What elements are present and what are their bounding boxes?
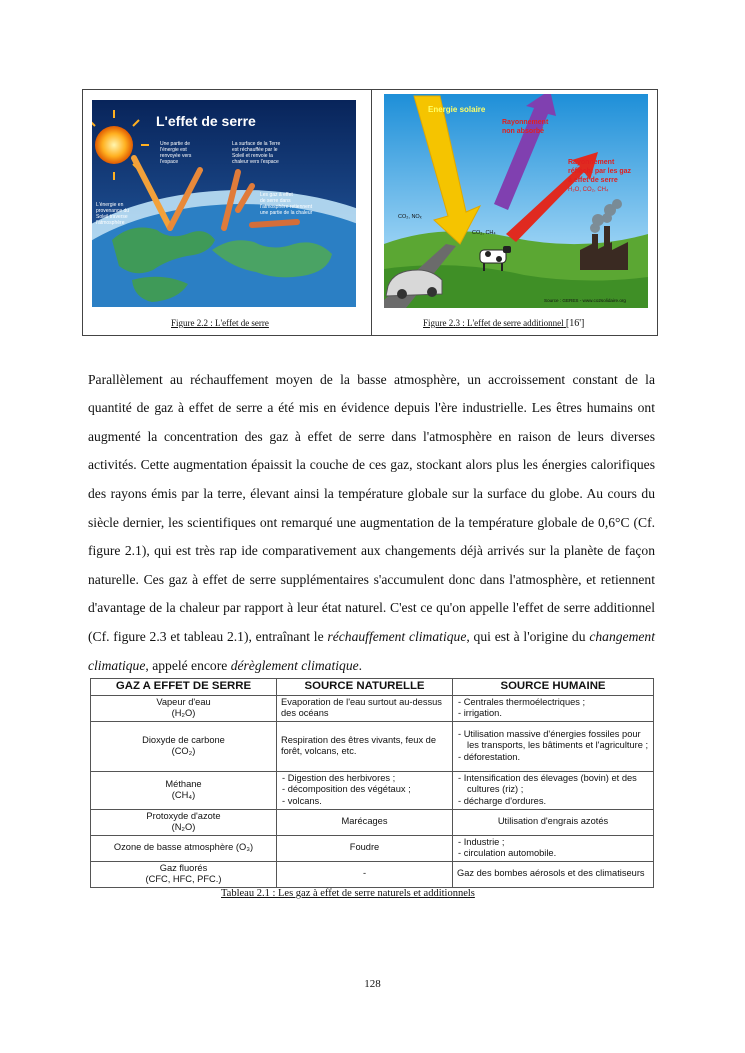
- svg-text:Rayonnement: Rayonnement: [502, 119, 549, 126]
- svg-text:l'atmosphère: l'atmosphère: [96, 220, 125, 226]
- natural-cell: Respiration des êtres vivants, feux de forêt, volcans, etc.: [277, 721, 453, 771]
- header-human-source: SOURCE HUMAINE: [453, 679, 654, 696]
- svg-text:renvoyée vers: renvoyée vers: [160, 153, 192, 159]
- gas-cell: Dioxyde de carbone (CO₂): [91, 721, 277, 771]
- svg-text:de serre dans: de serre dans: [260, 198, 291, 204]
- figure-divider: [371, 90, 372, 335]
- table-row: [91, 809, 654, 835]
- additional-greenhouse-effect-illustration: [384, 94, 648, 308]
- svg-text:l'espace: l'espace: [160, 159, 179, 165]
- svg-text:Soleil et renvoie la: Soleil et renvoie la: [232, 153, 273, 159]
- svg-text:non absorbé: non absorbé: [502, 128, 545, 135]
- table-row: [91, 861, 654, 887]
- natural-cell: Evaporation de l'eau surtout au-dessus des océans: [277, 695, 453, 721]
- natural-cell: Marécages: [277, 809, 453, 835]
- gas-cell: Ozone de basse atmosphère (O₃): [91, 835, 277, 861]
- svg-text:chaleur vers l'espace: chaleur vers l'espace: [232, 159, 279, 165]
- svg-text:l'atmosphère retiennent: l'atmosphère retiennent: [260, 204, 313, 210]
- svg-text:est réchauffée par le: est réchauffée par le: [232, 147, 278, 153]
- figure-reference: [16']: [565, 318, 585, 329]
- natural-cell: -: [277, 861, 453, 887]
- greenhouse-gas-table: [90, 678, 654, 888]
- figure-frame: [82, 89, 658, 336]
- human-cell: - Centrales thermoélectriques ; - irrigation.: [453, 695, 654, 721]
- page-number: 128: [364, 978, 381, 990]
- figure-caption-left: Figure 2.2 : L'effet de serre: [171, 318, 269, 328]
- gas-cell: Protoxyde d'azote (N₂O): [91, 809, 277, 835]
- svg-text:réfléchi par les gaz: réfléchi par les gaz: [568, 168, 632, 175]
- left-figure-title: L'effet de serre: [156, 113, 256, 129]
- header-natural-source: SOURCE NATURELLE: [277, 679, 453, 696]
- svg-text:Les gaz à effet: Les gaz à effet: [260, 192, 293, 198]
- table-row: [91, 835, 654, 861]
- figure-caption-right: Figure 2.3 : L'effet de serre additionnel [16']: [423, 318, 585, 329]
- svg-text:provenance du: provenance du: [96, 208, 130, 214]
- svg-text:une partie de la chaleur: une partie de la chaleur: [260, 210, 313, 216]
- svg-text:H₂O, CO₂, CH₄: H₂O, CO₂, CH₄: [568, 187, 609, 193]
- table-row: [91, 771, 654, 809]
- svg-text:Une partie de: Une partie de: [160, 141, 191, 147]
- svg-text:l'énergie est: l'énergie est: [160, 147, 187, 153]
- header-gas: GAZ A EFFET DE SERRE: [91, 679, 277, 696]
- table-row: [91, 695, 654, 721]
- body-paragraph: Parallèlement au réchauffement moyen de la basse atmosphère, un accroissement constant de la quantité de gaz à effet de serre a été mis en évidence depuis l'ère industrielle. Les êtres humains ont augmenté la concentration des gaz à effet de serre dans l'atmosphère en raison de leurs diverses activités. Cette augmentation épaissit la couche de ces gaz, stockant alors plus les énergies calorifiques des rayons émis par la terre, élevant ainsi la température globale sur la surface du globe. Au cours du siècle dernier, les scientifiques ont remarqué une augmentation de la température globale de 0,6°C (Cf. figure 2.1), qui est très rap ide comparativement aux changements déjà arrivés sur la planète de façon naturelle. Ces gaz à effet de serre supplémentaires s'accumulent donc dans l'atmosphère, et retiennent d'avantage de la chaleur par rapport à leur état naturel. C'est ce qu'on appelle l'effet de serre additionnel (Cf. figure 2.3 et tableau 2.1), entraînant le réchauffement climatique, qui est à l'origine du changement climatique, appelé encore dérèglement climatique.: [88, 371, 656, 673]
- table-header-row: [91, 679, 654, 696]
- svg-text:Rayonnement: Rayonnement: [568, 159, 615, 166]
- table-row: [91, 721, 654, 771]
- natural-cell: - Digestion des herbivores ; - décomposition des végétaux ; - volcans.: [277, 771, 453, 809]
- natural-cell: Foudre: [277, 835, 453, 861]
- svg-text:La surface de la Terre: La surface de la Terre: [232, 141, 281, 147]
- svg-text:à effet de serre: à effet de serre: [568, 177, 618, 184]
- svg-text:Soleil traverse: Soleil traverse: [96, 214, 128, 220]
- human-cell: Utilisation d'engrais azotés: [453, 809, 654, 835]
- svg-text:L'énergie en: L'énergie en: [96, 202, 124, 208]
- human-cell: - Utilisation massive d'énergies fossiles pour les transports, les bâtiments et l'agriculture ; - déforestation.: [453, 721, 654, 771]
- human-cell: Gaz des bombes aérosols et des climatiseurs: [453, 861, 654, 887]
- human-cell: - Industrie ; - circulation automobile.: [453, 835, 654, 861]
- svg-text:CO₂, CH₄: CO₂, CH₄: [472, 230, 496, 236]
- human-cell: - Intensification des élevages (bovin) et des cultures (riz) ; - décharge d'ordures.: [453, 771, 654, 809]
- gas-cell: Méthane (CH₄): [91, 771, 277, 809]
- gas-cell: Vapeur d'eau (H₂O): [91, 695, 277, 721]
- greenhouse-effect-illustration: [92, 100, 356, 307]
- gas-cell: Gaz fluorés (CFC, HFC, PFC.): [91, 861, 277, 887]
- svg-text:Source : GERES - www.co2solida: Source : GERES - www.co2solidaire.org: [544, 298, 626, 303]
- svg-text:CO₂, NOₓ: CO₂, NOₓ: [398, 214, 422, 220]
- svg-text:Energie solaire: Energie solaire: [428, 105, 486, 114]
- table-caption: Tableau 2.1 : Les gaz à effet de serre naturels et additionnels: [221, 888, 475, 899]
